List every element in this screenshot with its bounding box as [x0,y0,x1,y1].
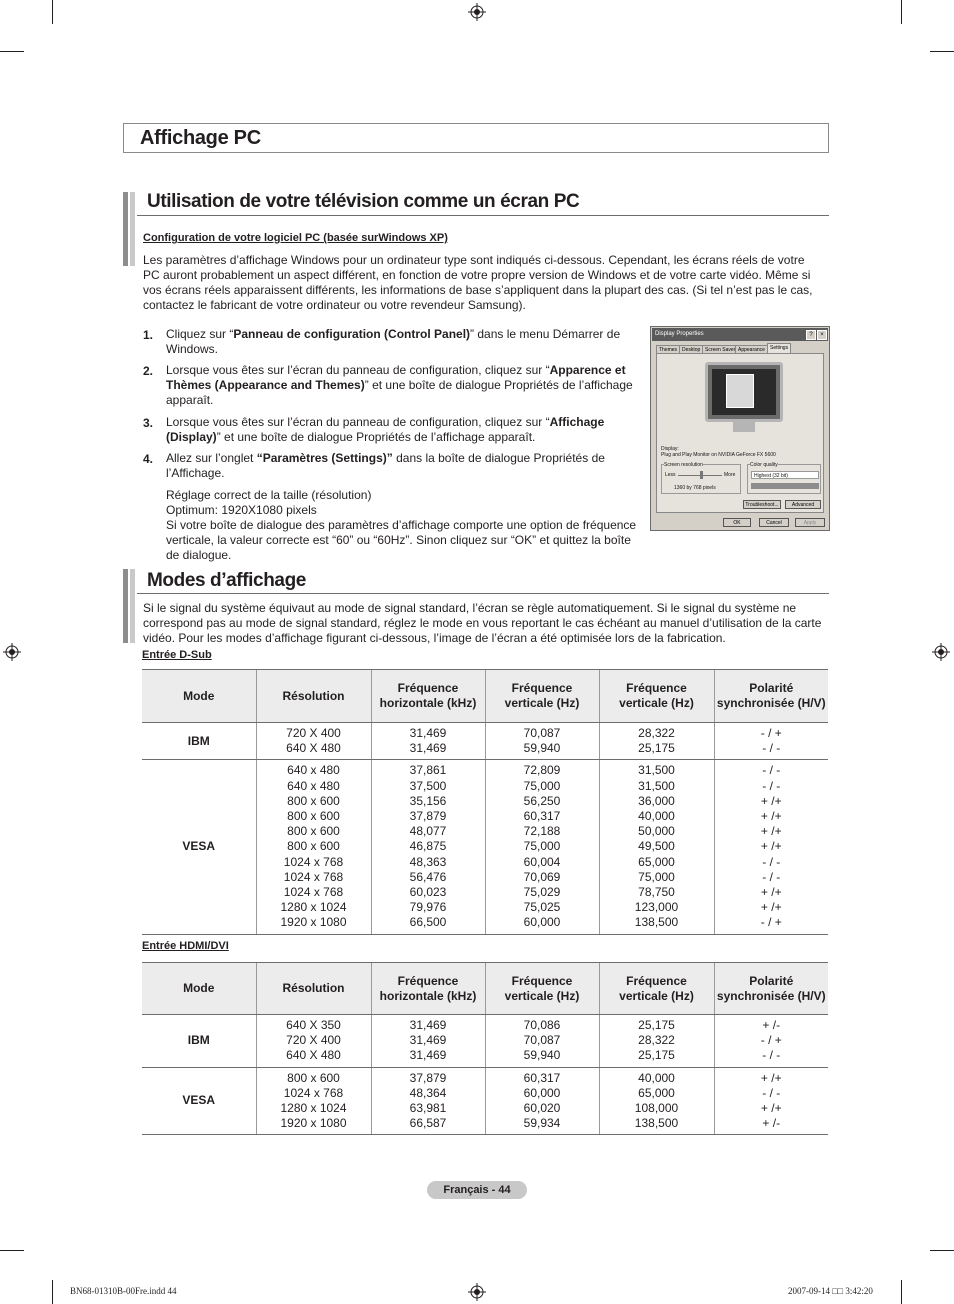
step-text-bold: “Paramètres (Settings)” [256,451,393,465]
cell-value: - / - [762,1085,781,1100]
dsub-table [142,669,828,935]
less-label: Less [665,472,676,478]
cell-value: - / - [762,763,781,778]
step-text-bold: Panneau de configuration (Control Panel) [233,327,471,341]
text-line: vos écrans réels apparaissent différents, les informations de base s’appliquent dans la plupart des cas. (Si tel n’est pas le cas, [143,283,813,297]
cell-value: 60,317 [523,1070,561,1085]
cell-value: + /+ [760,839,782,854]
crop-mark [0,51,24,52]
hfreq-cell [371,1067,485,1135]
cell-value: 66,500 [409,915,447,930]
header-hfreq: Fréquence horizontale (kHz) [371,670,485,723]
cell-value: 50,000 [638,824,675,839]
polarity-cell [714,1015,828,1068]
cell-value: 46,875 [409,839,447,854]
step-text-post: ” et une boîte de dialogue Propriétés de l’affichage apparaît. [216,430,536,444]
header-vfreq-2: Fréquence verticale (Hz) [599,963,714,1015]
vfreq-cell [485,1015,599,1068]
vfreq-cell [485,723,599,760]
modes-intro [143,601,828,646]
cell-value: 123,000 [634,900,679,915]
text-line: vidéo. Pour les modes d’affichage figurant ci-dessous, l’image de l’écran a été optimisée lors de la fabrication. [143,631,726,645]
resolution-cell [256,1067,371,1135]
cell-value: 640 X 350 [286,1018,341,1032]
page-number: Français - 44 [427,1181,527,1199]
cell-value: 1024 x 768 [283,854,344,869]
section-title: Modes d’affichage [147,570,306,591]
table-header-row [142,963,828,1015]
cell-value: 25,175 [638,1048,675,1063]
cell-value: 28,322 [638,726,675,740]
cell-value: 640 X 480 [286,1048,341,1063]
vfreq-2-cell [599,723,714,760]
step-number: 1. [143,328,154,342]
cell-value: + /+ [760,1101,782,1116]
resolution-cell [256,1015,371,1068]
step-number: 3. [143,416,154,430]
cell-value: 70,087 [523,726,561,740]
text-line: contactez le fabricant de votre ordinateur ou votre revendeur Samsung). [143,298,526,312]
monitor-screen [712,369,776,415]
vfreq-2-cell [599,1015,714,1068]
cell-value: - / + [760,915,782,930]
header-resolution: Résolution [256,670,371,723]
cell-value: 800 x 600 [287,1070,340,1085]
cell-value: 1280 x 1024 [280,1101,347,1116]
resolution-note [166,488,646,563]
cell-value: 60,000 [523,915,561,930]
hfreq-cell [371,760,485,934]
cell-value: 59,940 [523,1048,561,1063]
cell-value: 37,879 [409,1070,447,1085]
header-resolution: Résolution [256,963,371,1015]
cell-value: 48,077 [409,824,447,839]
troubleshoot-button: Troubleshoot... [743,500,781,509]
cell-value: 75,000 [523,778,561,793]
table-header-row [142,670,828,723]
table-row [142,1015,828,1068]
text-line: PC auront probablement un aspect différent, en fonction de votre propre version de Windows et de votre carte vidéo. Même si [143,268,811,282]
registration-mark-icon [932,643,950,661]
text-line: de dialogue. [166,548,232,562]
step-text-post: ” et une boîte de dialogue Propriétés de l’affichage apparaît. [166,378,633,407]
table-row [142,723,828,760]
crop-mark [930,51,954,52]
step-text [166,327,636,357]
cell-value: 800 x 600 [287,824,340,839]
vfreq-2-cell [599,1067,714,1135]
section-bar [130,192,135,266]
cell-value: 75,000 [638,869,675,884]
cell-value: 138,500 [634,915,679,930]
header-mode: Mode [142,963,256,1015]
table-row [142,1067,828,1135]
cell-value: 70,069 [523,869,561,884]
step-text-post: dans la boîte de dialogue Propriétés de l’Affichage. [166,451,605,480]
cell-value: 108,000 [634,1101,679,1116]
step-text-pre: Allez sur l’onglet [166,451,257,465]
cell-value: 720 X 400 [286,1033,341,1048]
cell-value: 720 X 400 [286,726,341,740]
cell-value: 640 x 480 [287,763,340,778]
cell-value: 40,000 [638,809,675,824]
cell-value: 65,000 [638,854,675,869]
crop-mark [901,1280,902,1304]
step-text [166,415,638,445]
cell-value: 25,175 [638,741,675,756]
crop-mark [52,1280,53,1304]
registration-mark-icon [3,643,21,661]
cancel-button: Cancel [759,518,789,527]
chapter-header [123,123,829,153]
mode-cell: IBM [142,1015,256,1068]
tab-desktop: Desktop [679,345,703,354]
cell-value: - / + [760,1033,782,1048]
step-text-bold: Affichage (Display) [166,415,605,444]
vfreq-cell [485,760,599,934]
resolution-value: 1360 by 768 pixels [674,485,716,491]
resolution-cell [256,723,371,760]
resolution-group [661,464,741,494]
more-label: More [724,472,736,478]
cell-value: 72,188 [523,824,561,839]
cell-value: 37,879 [409,809,447,824]
cell-value: 78,750 [638,885,675,900]
crop-mark [930,1250,954,1251]
header-vfreq-2: Fréquence verticale (Hz) [599,670,714,723]
step-number: 2. [143,364,154,378]
cell-value: 56,250 [523,793,561,808]
cell-value: 1280 x 1024 [280,900,347,915]
color-select [751,471,819,479]
cell-value: 49,500 [638,839,675,854]
cell-value: 31,469 [409,741,447,756]
cell-value: 70,087 [523,1033,561,1048]
cell-value: 72,809 [523,763,561,778]
vfreq-cell [485,1067,599,1135]
help-icon: ? [806,330,816,340]
cell-value: - / - [762,854,781,869]
cell-value: 75,025 [523,900,561,915]
cell-value: 31,469 [409,1033,447,1048]
section-rule [137,215,829,216]
cell-value: + /+ [760,1070,782,1085]
dsub-label: Entrée D-Sub [142,649,212,661]
vfreq-2-cell [599,760,714,934]
cell-value: - / - [762,869,781,884]
cell-value: 63,981 [409,1101,447,1116]
cell-value: + /+ [760,793,782,808]
display-label: Display: [661,446,679,452]
cell-value: 1024 x 768 [283,1085,344,1100]
cell-value: - / + [760,726,782,740]
text-line: Les paramètres d’affichage Windows pour un ordinateur type sont indiqués ci-dessous. Cependant, les écrans réels de votre [143,253,805,267]
tab-settings: Settings [767,343,791,354]
cell-value: 640 X 480 [286,741,341,756]
polarity-cell [714,723,828,760]
crop-mark [0,1250,24,1251]
cell-value: 56,476 [409,869,447,884]
hdmi-label: Entrée HDMI/DVI [142,940,229,952]
dialog-titlebar [652,328,828,341]
cell-value: 37,500 [409,778,447,793]
close-icon: × [817,330,827,340]
cell-value: 60,004 [523,854,561,869]
section-rule [137,593,829,594]
polarity-cell [714,760,828,934]
mode-cell: IBM [142,723,256,760]
section-bar [123,569,128,643]
text-line: Réglage correct de la taille (résolution) [166,488,372,502]
section-bar [123,192,128,266]
cell-value: 75,000 [523,839,561,854]
cell-value: 800 x 600 [287,809,340,824]
chapter-title: Affichage PC [140,127,261,149]
cell-value: 28,322 [638,1033,675,1048]
color-label: Color quality [750,462,778,468]
mode-cell: VESA [142,760,256,934]
cell-value: 1024 x 768 [283,885,344,900]
color-value: Highest (32 bit) [754,473,788,479]
cell-value: 70,086 [523,1018,561,1032]
cell-value: 37,861 [409,763,447,778]
cell-value: 1920 x 1080 [280,915,347,930]
cell-value: 640 x 480 [287,778,340,793]
cell-value: 75,029 [523,885,561,900]
cell-value: + /+ [760,809,782,824]
display-value: Plug and Play Monitor on NVIDIA GeForce FX 5600 [661,452,776,458]
header-polarity: Polarité synchronisée (H/V) [714,963,828,1015]
hfreq-cell [371,723,485,760]
cell-value: 60,020 [523,1101,561,1116]
cell-value: 40,000 [638,1070,675,1085]
cell-value: - / - [762,1048,781,1063]
cell-value: + /+ [760,900,782,915]
cell-value: 60,023 [409,885,447,900]
cell-value: 800 x 600 [287,839,340,854]
text-line: correspond pas au mode de signal standard, réglez le mode en vous reportant le cas échéant au manuel d’utilisation de la carte [143,616,822,630]
subheading: Configuration de votre logiciel PC (basée surWindows XP) [143,232,448,244]
header-vfreq: Fréquence verticale (Hz) [485,670,599,723]
registration-mark-icon [468,3,486,21]
registration-mark-icon [468,1283,486,1301]
apply-button: Apply [795,518,825,527]
dsub-table-body [142,723,828,935]
cell-value: 31,469 [409,1048,447,1063]
text-line: Si votre boîte de dialogue des paramètres d’affichage comporte une option de fréquence [166,518,637,532]
step-text-post: ” dans le menu Démarrer de Windows. [166,327,621,356]
step-text-pre: Cliquez sur “ [166,327,234,341]
header-hfreq: Fréquence horizontale (kHz) [371,963,485,1015]
cell-value: 138,500 [634,1116,679,1131]
step-text-pre: Lorsque vous êtes sur l’écran du panneau de configuration, cliquez sur “ [166,415,550,429]
polarity-cell [714,1067,828,1135]
table-row [142,760,828,934]
hdmi-table-body [142,1015,828,1135]
dialog-title: Display Properties [655,331,704,337]
cell-value: 1024 x 768 [283,869,344,884]
cell-value: 31,500 [638,778,675,793]
cell-value: 60,317 [523,809,561,824]
cell-value: + /- [762,1018,781,1032]
cell-value: 31,500 [638,763,675,778]
cell-value: 31,469 [409,726,447,740]
cell-value: 65,000 [638,1085,675,1100]
resolution-label: Screen resolution [664,462,703,468]
section-title: Utilisation de votre télévision comme un écran PC [147,191,580,212]
text-line: Optimum: 1920X1080 pixels [166,503,317,517]
cell-value: 48,364 [409,1085,447,1100]
text-line: Si le signal du système équivaut au mode de signal standard, l’écran se règle automatiquement. Si le signal du système ne [143,601,797,615]
cell-value: 60,000 [523,1085,561,1100]
cell-value: 31,469 [409,1018,447,1032]
cell-value: 800 x 600 [287,793,340,808]
step-text [166,451,606,481]
header-polarity: Polarité synchronisée (H/V) [714,670,828,723]
cell-value: 66,587 [409,1116,447,1131]
cell-value: + /- [762,1116,781,1131]
hfreq-cell [371,1015,485,1068]
cell-value: + /+ [760,824,782,839]
mode-cell: VESA [142,1067,256,1135]
cell-value: + /+ [760,885,782,900]
cell-value: 59,934 [523,1116,561,1131]
cell-value: - / - [762,778,781,793]
tab-appearance: Appearance [735,345,768,354]
cell-value: 79,976 [409,900,447,915]
date-slug: 2007-09-14 □□ 3:42:20 [788,1286,873,1296]
crop-mark [52,0,53,24]
cell-value: 35,156 [409,793,447,808]
tab-screen-saver: Screen Saver [702,345,738,354]
section-bar [130,569,135,643]
header-vfreq: Fréquence verticale (Hz) [485,963,599,1015]
color-group [747,464,821,494]
cell-value: 25,175 [638,1018,675,1032]
dialog-panel [656,353,824,513]
step-text-pre: Lorsque vous êtes sur l’écran du panneau de configuration, cliquez sur “ [166,363,550,377]
cell-value: 48,363 [409,854,447,869]
tab-themes: Themes [656,345,680,354]
cell-value: 59,940 [523,741,561,756]
cell-value: 36,000 [638,793,675,808]
header-mode: Mode [142,670,256,723]
ok-button: OK [723,518,751,527]
monitor-stand [733,422,755,432]
step-text-bold: Apparence et Thèmes (Appearance and Themes) [166,363,626,392]
hdmi-table [142,962,828,1135]
step-number: 4. [143,452,154,466]
cell-value: - / - [762,741,781,756]
file-slug: BN68-01310B-00Fre.indd 44 [70,1286,177,1296]
intro-paragraph [143,253,823,313]
cell-value: 1920 x 1080 [280,1116,347,1131]
step-text [166,363,638,408]
display-properties-screenshot [650,326,830,531]
text-line: verticale, la valeur correcte est “60” ou “60Hz”. Sinon cliquez sur “OK” et quittez la boîte [166,533,631,547]
resolution-cell [256,760,371,934]
crop-mark [901,0,902,24]
advanced-button: Advanced [785,500,821,509]
monitor-icon [705,362,783,422]
